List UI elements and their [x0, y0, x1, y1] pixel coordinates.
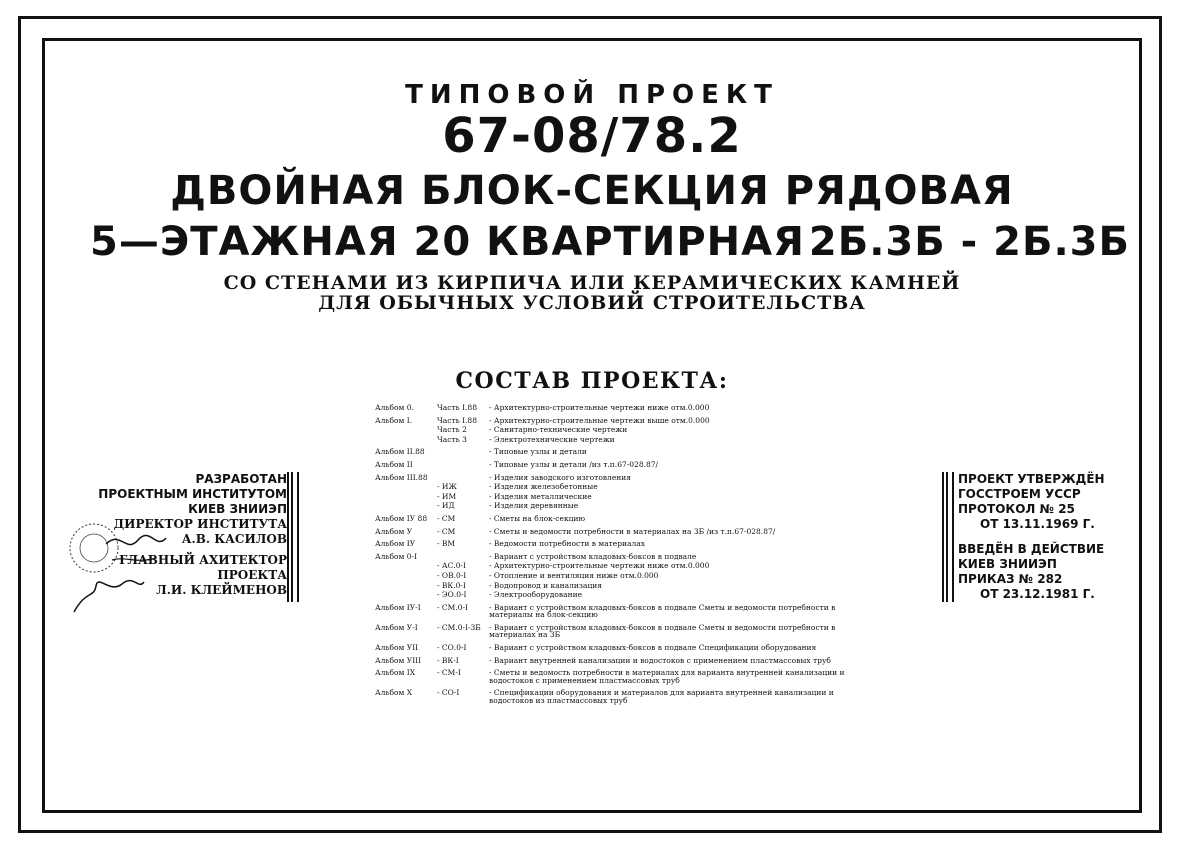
title-line-2	[90, 219, 1130, 265]
approval-line-6: КИЕВ ЗНИИЭП	[958, 557, 1057, 571]
developer-line-3: КИЕВ ЗНИИЭП	[188, 502, 287, 516]
contents-album	[375, 436, 437, 444]
contents-album	[375, 591, 437, 599]
contents-code: - АС.0-I	[437, 561, 466, 571]
contents-desc: - Типовые узлы и детали	[489, 447, 587, 457]
contents-desc: - Изделия деревянные	[489, 501, 579, 511]
contents-album	[375, 493, 437, 501]
developer-line-4: ДИРЕКТОР ИНСТИТУТА	[113, 517, 287, 531]
approval-line-2: ГОССТРОЕМ УССР	[958, 487, 1081, 501]
stamp-inner-circle	[80, 534, 108, 562]
contents-desc: - Сметы на блок-секцию	[489, 513, 585, 523]
contents-desc: - Вариант с устройством кладовых-боксов в подвале Сметы и ведомости потребности в материалы на блок-секцию	[489, 602, 836, 620]
contents-desc: - Изделия заводского изготовления	[489, 472, 631, 482]
developer-line-2: ПРОЕКТНЫМ ИНСТИТУТОМ	[98, 487, 287, 501]
developer-line-8: Л.И. КЛЕЙМЕНОВ	[156, 583, 287, 597]
contents-desc: - Архитектурно-строительные чертежи ниже отм.0.000	[489, 403, 710, 412]
contents-code: - СМ.0-I	[437, 602, 468, 612]
contents-list	[375, 404, 855, 707]
contents-row	[375, 669, 855, 684]
contents-album	[375, 426, 437, 434]
contents-code: - СМ	[437, 513, 456, 523]
contents-album	[375, 562, 437, 570]
developer-line-6: ГЛАВНЫЙ АХИТЕКТОР	[119, 553, 287, 567]
contents-desc: - Вариант с устройством кладовых-боксов в подвале Спецификации оборудования	[489, 643, 817, 653]
contents-code: Часть I.88	[437, 403, 477, 412]
contents-row	[375, 689, 855, 704]
contents-desc: - Типовые узлы и детали /из т.п.67-028.87/	[489, 459, 659, 469]
developer-line-7: ПРОЕКТА	[217, 568, 287, 582]
contents-row	[375, 604, 855, 619]
contents-code: - СМ	[437, 526, 456, 536]
contents-code: - СМ-I	[437, 668, 461, 678]
contents-desc: - Сметы и ведомости потребности в материалах на 3Б /из т.п.67-028.87/	[489, 526, 776, 536]
contents-album: Альбом У	[375, 526, 413, 536]
contents-row	[375, 540, 855, 548]
contents-code	[437, 461, 489, 469]
contents-desc: - Электрооборудование	[489, 590, 583, 600]
contents-album: Альбом II	[375, 459, 413, 469]
approval-line-5: ВВЕДЁН В ДЕЙСТВИЕ	[958, 542, 1105, 556]
contents-desc: - Вариант внутренней канализации и водостоков с применением пластмассовых труб	[489, 655, 831, 665]
approval-line-1: ПРОЕКТ УТВЕРЖДЁН	[958, 472, 1105, 486]
title-line-1: ДВОЙНАЯ БЛОК-СЕКЦИЯ РЯДОВАЯ	[170, 168, 1014, 214]
title-line-2-text: 5—ЭТАЖНАЯ 20 КВАРТИРНАЯ	[90, 219, 805, 265]
project-type-label: ТИПОВОЙ ПРОЕКТ	[405, 80, 779, 110]
approval-line-3: ПРОТОКОЛ № 25	[958, 502, 1075, 516]
contents-desc: - Электротехнические чертежи	[489, 434, 615, 444]
contents-desc: - Вариант с устройством кладовых-боксов в подвале Сметы и ведомости потребности в материалах на 3Б	[489, 622, 836, 640]
contents-desc: - Архитектурно-строительные чертежи ниже отм.0.000	[489, 561, 710, 571]
contents-row	[375, 657, 855, 665]
contents-row	[375, 483, 855, 491]
contents-desc: - Спецификации оборудования и материалов для варианта внутренней канализации и водостоков из пластмассовых труб	[489, 688, 834, 706]
contents-row	[375, 404, 855, 412]
signature-architect	[74, 581, 144, 612]
contents-row	[375, 461, 855, 469]
contents-desc: - Сметы и ведомость потребности в материалах для варианта внутренней канализации и водостоков с применением пластмассовых труб	[489, 668, 845, 685]
contents-row	[375, 502, 855, 510]
contents-code: Часть I.88	[437, 415, 477, 425]
contents-code: - ИЖ	[437, 482, 457, 492]
contents-desc: - Архитектурно-строительные чертежи выше отм.0.000	[489, 415, 710, 425]
contents-row	[375, 562, 855, 570]
contents-album: Альбом IУ	[375, 539, 416, 549]
contents-desc: - Санитарно-технические чертежи	[489, 425, 628, 435]
contents-album: Альбом IУ 88	[375, 513, 428, 523]
title-code: 2Б.3Б - 2Б.3Б	[808, 219, 1130, 265]
contents-album	[375, 483, 437, 491]
contents-code	[437, 448, 489, 456]
contents-row	[375, 493, 855, 501]
subtitle-line-2: ДЛЯ ОБЫЧНЫХ УСЛОВИЙ СТРОИТЕЛЬСТВА	[318, 292, 866, 314]
stamp-circle	[70, 524, 118, 572]
contents-album: Альбом 0-I	[375, 551, 418, 561]
contents-row	[375, 591, 855, 599]
contents-row	[375, 624, 855, 639]
contents-code: Часть 3	[437, 434, 467, 444]
contents-album: Альбом У-I	[375, 622, 418, 632]
contents-code: - СО-I	[437, 688, 460, 698]
contents-row	[375, 582, 855, 590]
approval-line-8: ОТ 23.12.1981 Г.	[980, 587, 1095, 601]
contents-desc: - Изделия железобетонные	[489, 482, 598, 492]
contents-album: Альбом I.	[375, 415, 413, 425]
contents-row	[375, 426, 855, 434]
contents-row	[375, 528, 855, 536]
contents-album	[375, 582, 437, 590]
signature-director	[106, 535, 166, 544]
contents-album: Альбом II.88	[375, 447, 425, 457]
contents-code: - ИМ	[437, 491, 457, 501]
contents-row	[375, 515, 855, 523]
contents-album	[375, 502, 437, 510]
contents-album: Альбом УII	[375, 643, 419, 653]
contents-row	[375, 553, 855, 561]
contents-code	[437, 553, 489, 561]
project-number: 67-08/78.2	[442, 108, 742, 164]
contents-code: - СО.0-I	[437, 643, 467, 653]
contents-desc: - Вариант с устройством кладовых-боксов в подвале	[489, 551, 697, 561]
signature-director-tail	[112, 558, 156, 560]
contents-row	[375, 644, 855, 652]
contents-row	[375, 436, 855, 444]
approval-line-7: ПРИКАЗ № 282	[958, 572, 1063, 586]
contents-album: Альбом IУ-I	[375, 602, 421, 612]
contents-row	[375, 417, 855, 425]
contents-desc: - Ведомости потребности в материалах	[489, 539, 645, 549]
approval-block	[958, 472, 1108, 602]
contents-album: Альбом III.88	[375, 472, 428, 482]
contents-desc: - Отопление и вентиляция ниже отм.0.000	[489, 570, 659, 580]
developer-line-1: РАЗРАБОТАН	[195, 472, 287, 486]
contents-title: СОСТАВ ПРОЕКТА:	[455, 368, 729, 394]
stamp-and-signatures	[66, 520, 186, 620]
contents-album: Альбом УIII	[375, 655, 422, 665]
contents-code: - ВМ	[437, 539, 456, 549]
contents-code: - ОВ.0-I	[437, 570, 467, 580]
contents-code: - ЭО.0-I	[437, 590, 467, 600]
contents-code: - СМ.0-I-3Б	[437, 622, 481, 632]
developer-line-5: А.В. КАСИЛОВ	[181, 532, 287, 546]
approval-line-4: ОТ 13.11.1969 Г.	[980, 517, 1095, 531]
subtitle-line-1: СО СТЕНАМИ ИЗ КИРПИЧА ИЛИ КЕРАМИЧЕСКИХ КАМНЕЙ	[223, 272, 961, 294]
contents-album	[375, 572, 437, 580]
contents-code: - ВК-I	[437, 655, 459, 665]
contents-desc: - Изделия металлические	[489, 491, 592, 501]
contents-code: Часть 2	[437, 425, 467, 435]
approval-bars	[942, 472, 954, 602]
contents-album: Альбом IX	[375, 668, 416, 678]
contents-album: Альбом 0.	[375, 403, 414, 412]
contents-code	[437, 474, 489, 482]
developer-bars	[287, 472, 299, 602]
contents-row	[375, 448, 855, 456]
contents-row	[375, 572, 855, 580]
contents-album: Альбом X	[375, 688, 413, 698]
contents-code: - ВК.0-I	[437, 580, 466, 590]
contents-row	[375, 474, 855, 482]
contents-desc: - Водопровод и канализация	[489, 580, 603, 590]
contents-code: - ИД	[437, 501, 455, 511]
